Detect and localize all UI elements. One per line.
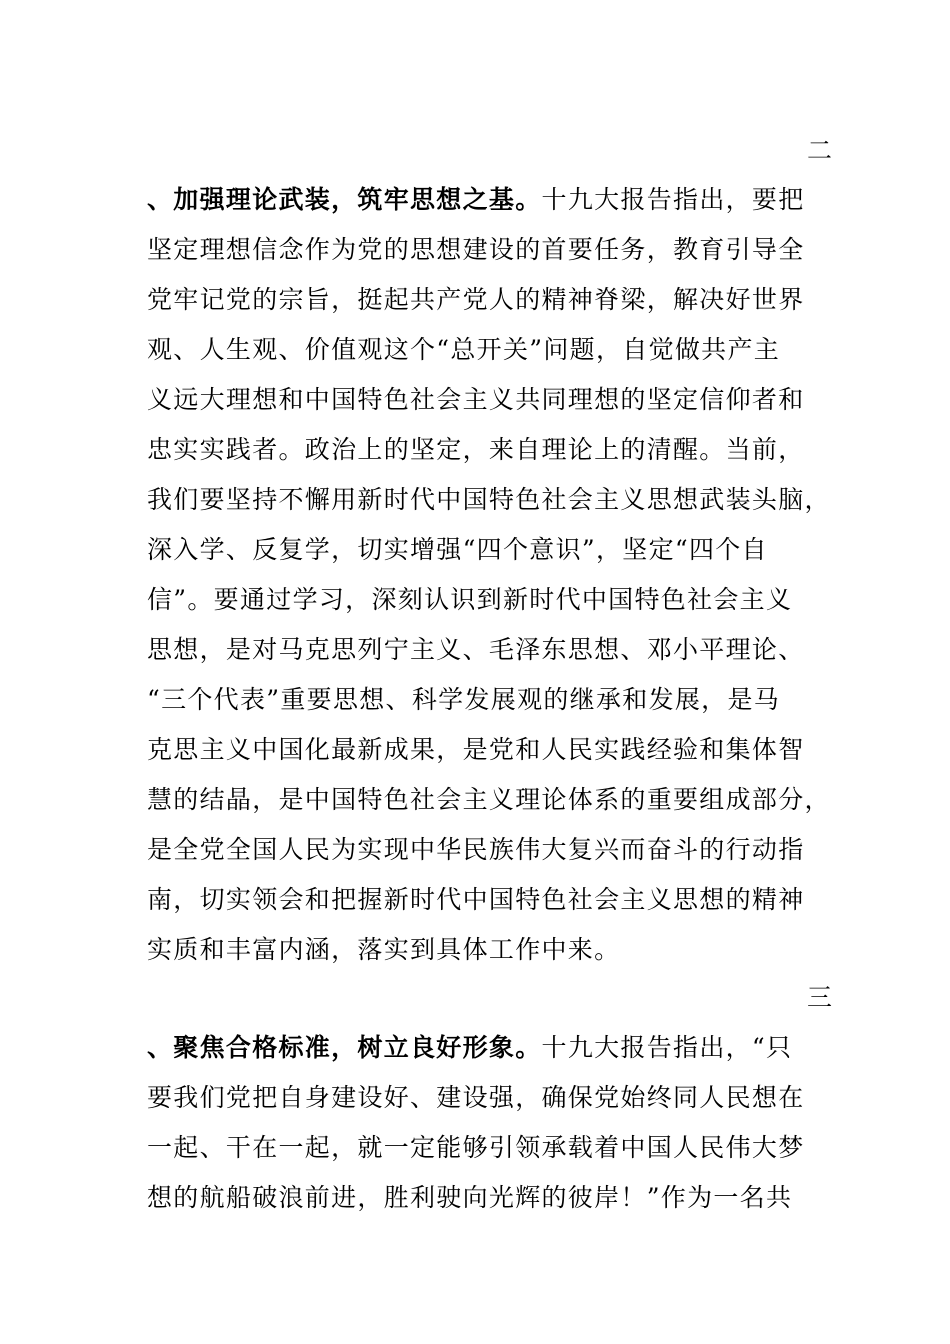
section-3-first-line <box>147 1033 792 1063</box>
paragraph-line: 深入学、反复学，切实增强“四个意识”，坚定“四个自 <box>147 535 768 564</box>
paragraph-line: 信”。要通过学习，深刻认识到新时代中国特色社会主义 <box>147 585 793 614</box>
paragraph-line: 十九大报告指出，要把 <box>541 185 805 214</box>
paragraph-line: 忠实实践者。政治上的坚定，来自理论上的清醒。当前， <box>147 435 805 464</box>
paragraph-line: 坚定理想信念作为党的思想建设的首要任务，教育引导全 <box>147 235 805 264</box>
section-2-heading: 、加强理论武装，筑牢思想之基。 <box>147 185 542 214</box>
paragraph-line: 南，切实领会和把握新时代中国特色社会主义思想的精神 <box>147 885 805 914</box>
section-2-first-line <box>147 185 805 215</box>
paragraph-line: 思想，是对马克思列宁主义、毛泽东思想、邓小平理论、 <box>147 635 805 664</box>
paragraph-line: 一起、干在一起，就一定能够引领承载着中国人民伟大梦 <box>147 1133 805 1162</box>
paragraph-line: 想的航船破浪前进，胜利驶向光辉的彼岸！”作为一名共 <box>147 1183 793 1212</box>
paragraph-line: 十九大报告指出，“只 <box>541 1033 793 1062</box>
paragraph-line: 观、人生观、价值观这个“总开关”问题，自觉做共产主 <box>147 335 781 364</box>
paragraph-line: 我们要坚持不懈用新时代中国特色社会主义思想武装头脑， <box>147 485 831 514</box>
paragraph-line: 义远大理想和中国特色社会主义共同理想的坚定信仰者和 <box>147 385 805 414</box>
paragraph-line: 是全党全国人民为实现中华民族伟大复兴而奋斗的行动指 <box>147 835 805 864</box>
section-3-heading: 、聚焦合格标准，树立良好形象。 <box>147 1033 542 1062</box>
paragraph-line: 克思主义中国化最新成果，是党和人民实践经验和集体智 <box>147 735 805 764</box>
paragraph-line: 要我们党把自身建设好、建设强，确保党始终同人民想在 <box>147 1083 805 1112</box>
paragraph-line: “三个代表”重要思想、科学发展观的继承和发展，是马 <box>147 685 781 714</box>
paragraph-line: 党牢记党的宗旨，挺起共产党人的精神脊梁，解决好世界 <box>147 285 805 314</box>
section-number-2: 二 <box>806 136 832 165</box>
paragraph-line: 慧的结晶，是中国特色社会主义理论体系的重要组成部分， <box>147 785 831 814</box>
section-number-3: 三 <box>806 983 832 1012</box>
paragraph-line: 实质和丰富内涵，落实到具体工作中来。 <box>147 935 621 964</box>
